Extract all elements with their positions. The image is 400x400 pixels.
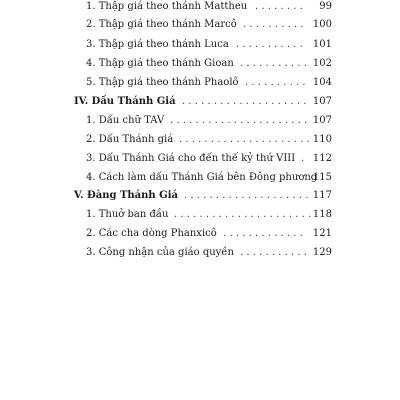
toc-dot-leader: ........... (235, 39, 306, 50)
toc-entry-recognition (74, 246, 332, 260)
toc-entry-luke (74, 38, 332, 52)
toc-entry-mark (74, 18, 332, 32)
toc-entry-label: 1. Thuở ban đầu (86, 209, 169, 220)
toc-entry-franciscans (74, 227, 332, 241)
toc-entry-label: 3. Công nhận của giáo quyền (86, 247, 234, 258)
toc-entry-paul (74, 76, 332, 90)
toc-section-label: V. Đàng Thánh Giá (74, 190, 178, 201)
toc-entry-tav (74, 114, 332, 128)
toc-page-number: 102 (312, 58, 332, 69)
toc-entry-label: 3. Thập giá theo thánh Luca (86, 39, 229, 50)
toc-page-number: 99 (319, 1, 332, 12)
toc-entry-john (74, 57, 332, 71)
toc-dot-leader: ........... (240, 247, 311, 258)
toc-dot-leader: ............. (223, 228, 306, 239)
toc-section-v (74, 189, 332, 203)
toc-dot-leader: ........ (254, 1, 306, 12)
toc-entry-label: 2. Các cha dòng Phanxicô (86, 228, 217, 239)
toc-page-number: 101 (312, 39, 332, 50)
toc-entry-label: 1. Thập giá theo thánh Mattheu (86, 1, 248, 12)
toc-entry-sign-of-cross (74, 133, 332, 147)
toc-page-number: 115 (312, 172, 332, 183)
toc-page-number: 121 (312, 228, 332, 239)
toc-entry-matthew (74, 0, 332, 14)
toc-dot-leader: .......... (243, 19, 307, 30)
toc-dot-leader: .................... (184, 190, 312, 201)
toc-page-number: 107 (312, 115, 332, 126)
toc-entry-label: 1. Dấu chữ TAV (86, 115, 165, 126)
toc-section-iv (74, 95, 332, 109)
toc-entry-eastern (74, 171, 332, 185)
toc-section-label: IV. Dấu Thánh Giá (74, 96, 176, 107)
toc-dot-leader: ..................... (179, 134, 313, 145)
toc-dot-leader: ........... (240, 58, 311, 69)
toc-dot-leader: . (301, 153, 308, 164)
toc-page-number: 117 (312, 190, 332, 201)
toc-dot-leader: .......... (245, 77, 309, 88)
toc-entry-label: 4. Thập giá theo thánh Gioan (86, 58, 234, 69)
toc-entry-label: 4. Cách làm dấu Thánh Giá bên Đông phương (86, 172, 318, 183)
toc-page-number: 129 (312, 247, 332, 258)
toc-page-number: 107 (312, 96, 332, 107)
toc-page-number: 112 (312, 153, 332, 164)
toc-entry-label: 3. Dấu Thánh Giá cho đến thế kỷ thứ VIII (86, 153, 296, 164)
toc-entry-beginning (74, 208, 332, 222)
toc-entry-eighth-century (74, 152, 332, 166)
toc-dot-leader: ...................... (170, 115, 311, 126)
toc-entry-label: 2. Thập giá theo thánh Marcô (86, 19, 237, 30)
toc-dot-leader: .................... (182, 96, 310, 107)
toc-page-number: 118 (312, 209, 332, 220)
toc-entry-label: 2. Dấu Thánh giá (86, 134, 174, 145)
toc-page-number: 100 (312, 19, 332, 30)
toc-entry-label: 5. Thập giá theo thánh Phaolô (86, 77, 239, 88)
toc-page-number: 104 (312, 77, 332, 88)
toc-dot-leader: ...................... (174, 209, 315, 220)
toc-page-number: 110 (312, 134, 332, 145)
